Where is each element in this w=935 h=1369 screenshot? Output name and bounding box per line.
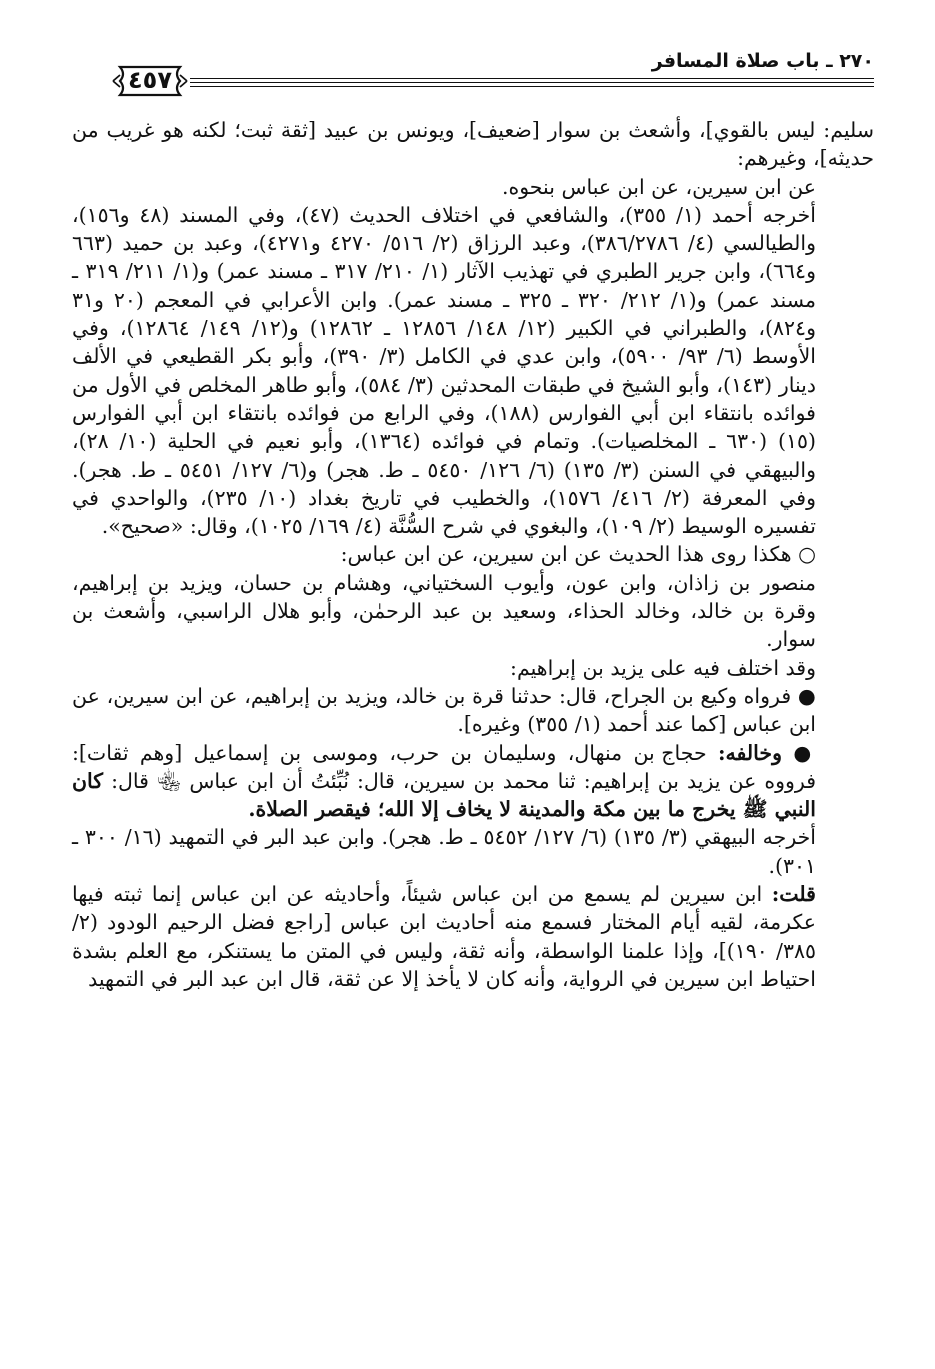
- paragraph: قلت: ابن سيرين لم يسمع من ابن عباس شيئاً، وأحاديثه عن ابن عباس إنما ثبته فيها عكرمة، لقيه أيام المختار فسمع منه أحاديث ابن عباس [راجع فضل الرحيم الودود (٢/ ٣٨٥/ ١٩٠)]، وإذا علمنا الواسطة، وأنه ثقة، وليس في المتن ما يستنكر، مع العلم بشدة احتياط ابن سيرين في الرواية، وأنه كان لا يأخذ إلا عن ثقة، قال ابن عبد البر في التمهيد: [72, 882, 816, 991]
- main-text: [72, 116, 874, 993]
- filled-bullet-icon: ●: [797, 683, 816, 708]
- paragraph: سليم: ليس بالقوي]، وأشعث بن سوار [ضعيف]، ويونس بن عبيد [ثقة ثبت؛ لكنه هو غريب من حديثه]، وغيرهم:: [72, 118, 874, 171]
- header-rule: [190, 86, 874, 87]
- paragraph: أخرجه أحمد (١/ ٣٥٥)، والشافعي في اختلاف الحديث (٤٧)، وفي المسند (٤٨ و١٥٦)، والطيالسي (٤/ ٣٨٦/٢٧٨٦)، وعبد الرزاق (٢/ ٥١٦/ ٤٢٧٠ و٤٢٧١)، وعبد بن حميد (٦٦٣ و٦٦٤)، وابن جرير الطبري في تهذيب الآثار (١/ ٢١٠/ ٣١٧ ـ مسند عمر) و(١/ ٢١١/ ٣١٩ ـ مسند عمر) و(١/ ٢١٢/ ٣٢٠ ـ ٣٢٥ ـ مسند عمر). وابن الأعرابي في المعجم (٢٠ و٣١ و٨٢٤)، والطبراني في الكبير (١٢/ ١٤٨/ ١٢٨٥٦ ـ ١٢٨٦٢) و(١٢/ ١٤٩/ ١٢٨٦٤)، وفي الأوسط (٦/ ٩٣/ ٥٩٠٠)، وابن عدي في الكامل (٣/ ٣٩٠)، وأبو بكر القطيعي في الألف دينار (١٤٣)، وأبو الشيخ في طبقات المحدثين (٣/ ٥٨٤)، وأبو طاهر المخلص في الأول من فوائده بانتقاء ابن أبي الفوارس (١٨٨)، وفي الرابع من فوائده بانتقاء ابن أبي الفوارس (١٥) (٦٣٠ ـ المخلصيات). وتمام في فوائده (١٣٦٤)، وأبو نعيم في الحلية (١٠/ ٢٨)، والبيهقي في السنن (٣/ ١٣٥) (٦/ ١٢٦/ ٥٤٥٠ ـ ط. هجر) و(٦/ ١٢٧/ ٥٤٥١ ـ ط. هجر). وفي المعرفة (٢/ ٤١٦/ ١٥٧٦)، والخطيب في تاريخ بغداد (١٠/ ٢٣٥)، والواحدي في تفسيره الوسيط (٢/ ١٠٩)، والبغوي في شرح السُّنَّة (٤/ ١٦٩/ ١٠٢٥)، وقال: «صحيح».: [72, 202, 817, 539]
- circle-bullet-icon: ○: [798, 542, 816, 567]
- page-number: ٤٥٧: [128, 66, 172, 94]
- paragraph: ○ هكذا روى هذا الحديث عن ابن سيرين، عن ابن عباس:: [340, 542, 816, 567]
- lead-word: وخالفه:: [717, 740, 782, 765]
- paragraph: عن ابن سيرين، عن ابن عباس بنحوه.: [501, 174, 816, 199]
- paragraph: ● فرواه وكيع بن الجراح، قال: حدثنا قرة بن خالد، ويزيد بن إبراهيم، عن ابن سيرين، عن ابن عباس [كما عند أحمد (١/ ٣٥٥) وغيره].: [72, 683, 816, 737]
- chapter-title: ٢٧٠ ـ باب صلاة المسافر: [651, 50, 874, 72]
- paragraph: وقد اختلف فيه على يزيد بن إبراهيم:: [510, 655, 816, 680]
- paragraph: ● وخالفه: حجاج بن منهال، وسليمان بن حرب، وموسى بن إسماعيل [وهم ثقات]: فرووه عن يزيد بن إبراهيم: ثنا محمد بن سيرين، قال: نُبِّئتُ أن ابن عباس ﵄ قال: كان النبي ﷺ يخرج ما بين مكة والمدينة لا يخاف إلا الله؛ فيقصر الصلاة.: [72, 740, 816, 822]
- paragraph: أخرجه البيهقي (٣/ ١٣٥) (٦/ ١٢٧/ ٥٤٥٢ ـ ط. هجر). وابن عبد البر في التمهيد (١٦/ ٣٠٠ ـ ٣٠١).: [72, 825, 816, 878]
- page-header: [72, 46, 874, 92]
- filled-bullet-icon: ●: [793, 740, 816, 765]
- header-rule: [190, 78, 874, 79]
- header-rule-left: [836, 82, 874, 83]
- hadith-quote: كان النبي ﷺ يخرج ما بين مكة والمدينة لا يخاف إلا الله؛ فيقصر الصلاة.: [72, 768, 816, 822]
- header-rule: [190, 82, 874, 83]
- lead-word: قلت:: [771, 882, 816, 907]
- page-number-badge: [110, 64, 190, 98]
- paragraph: منصور بن زاذان، وابن عون، وأيوب السختياني، وهشام بن حسان، ويزيد بن إبراهيم، وقرة بن خالد، وخالد الحذاء، وسعيد بن عبد الرحمٰن، وأبو هلال الراسبي، وأشعث بن سوار.: [72, 570, 816, 652]
